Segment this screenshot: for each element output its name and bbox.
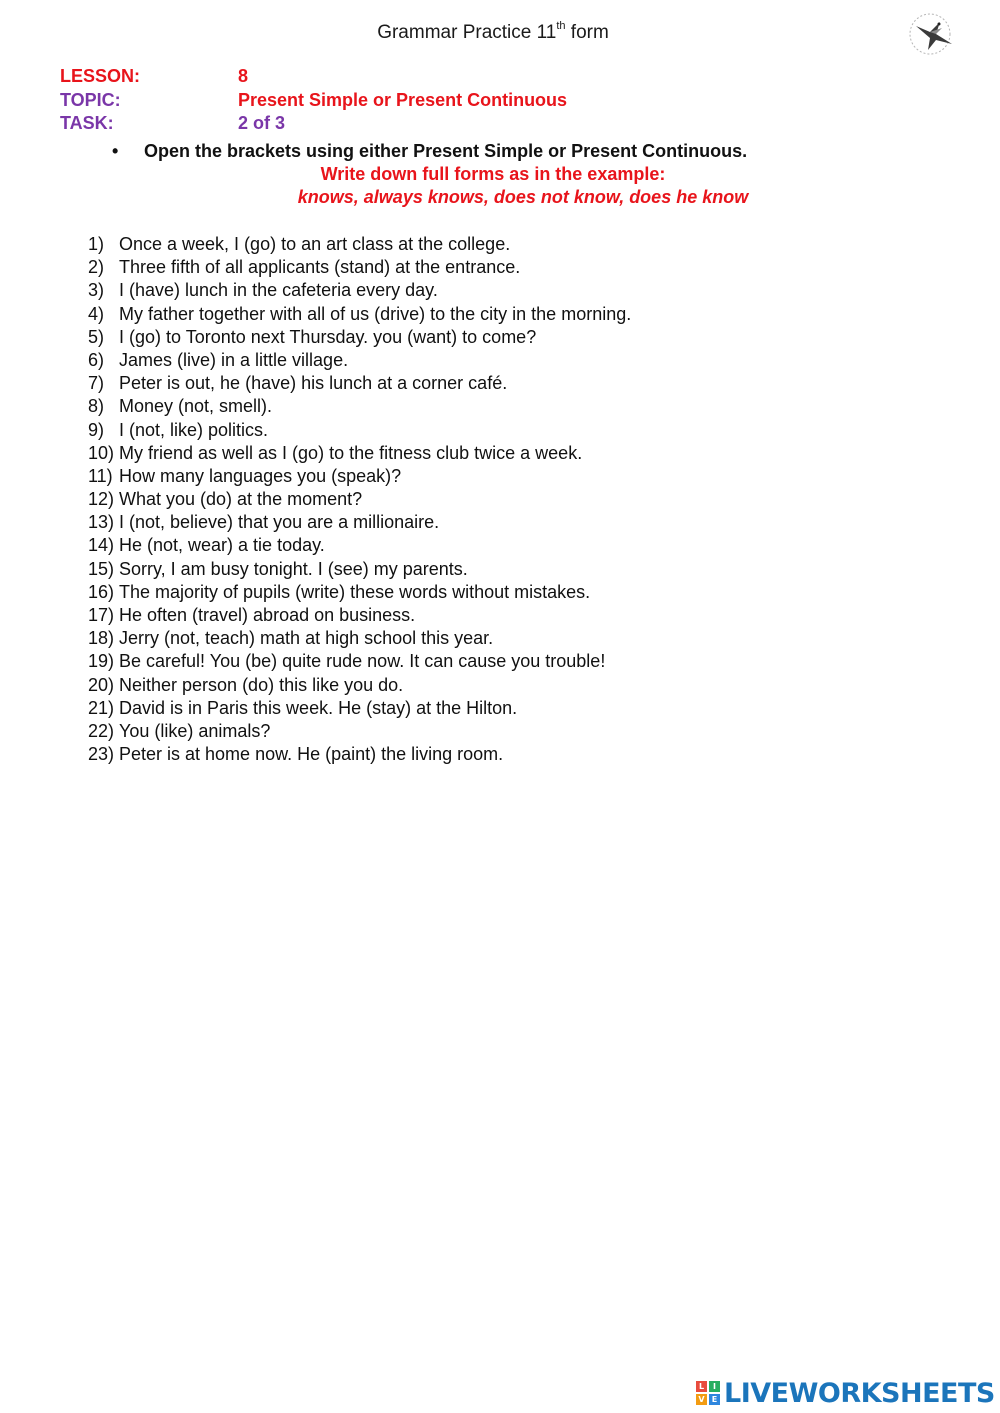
item-number: 19) [88,651,115,672]
logo-cube: L [696,1381,707,1392]
item-sentence: Money (not, smell). [119,396,273,417]
instruction-example-forms: knows, always knows, does not know, does he know [297,187,749,207]
exercise-item [88,604,631,627]
item-number: 4) [88,303,105,324]
exercise-item [88,372,631,395]
item-sentence: He often (travel) abroad on business. [119,605,416,625]
lesson-value: 8 [238,66,249,86]
logo-cube: V [696,1394,707,1405]
item-number: 10) [88,442,115,463]
exercise-item [88,326,631,349]
item-number: 12) [88,489,115,510]
exercise-item [88,349,631,372]
item-sentence: Neither person (do) this like you do. [119,674,404,695]
logo-cube: I [709,1381,720,1392]
item-sentence: He (not, wear) a tie today. [119,535,325,556]
task-value: 2 of 3 [238,113,286,133]
exercise-item [88,419,631,442]
instruction-example-heading: Write down full forms as in the example: [320,164,666,184]
item-sentence: James (live) in a little village. [119,349,349,370]
bird-emblem-icon [906,8,958,58]
item-sentence: You (like) animals? [119,720,271,741]
item-number: 15) [88,558,115,579]
exercise-item [88,488,631,511]
exercise-item [88,743,631,766]
item-sentence: How many languages you (speak)? [119,465,402,486]
bullet-glyph: • [112,141,119,161]
exercise-item [88,442,631,465]
exercise-item [88,303,631,326]
lesson-row [60,65,567,89]
exercise-item [88,581,631,604]
exercise-item [88,233,631,256]
item-number: 21) [88,697,115,718]
item-number: 2) [88,257,105,278]
item-sentence: Three fifth of all applicants (stand) at the entrance. [119,257,521,278]
logo-cube: E [709,1394,720,1405]
exercise-item [88,511,631,534]
exercise-item [88,697,631,720]
item-number: 8) [88,396,105,417]
exercise-item [88,674,631,697]
item-number: 7) [88,373,105,394]
lesson-label: LESSON: [60,66,141,86]
item-number: 23) [88,744,115,765]
item-number: 3) [88,280,105,301]
title-superscript: th [556,20,566,32]
topic-row [60,89,567,113]
item-sentence: What you (do) at the moment? [119,489,363,510]
exercise-item [88,720,631,743]
logo-wordmark: LIVEWORKSHEETS [724,1377,995,1409]
exercise-item [88,650,631,673]
item-sentence: I (go) to Toronto next Thursday. you (want) to come? [119,326,537,347]
item-number: 11) [88,465,113,486]
exercise-item [88,395,631,418]
item-number: 1) [88,234,105,254]
item-sentence: Be careful! You (be) quite rude now. It can cause you trouble! [119,651,606,672]
item-sentence: I (not, like) politics. [119,419,269,440]
item-number: 18) [88,628,115,649]
page-header-title [0,22,986,44]
exercise-item [88,256,631,279]
item-number: 5) [88,326,105,347]
title-text: Grammar Practice 11 [377,22,557,43]
exercise-item [88,558,631,581]
topic-label: TOPIC: [60,89,121,110]
item-number: 16) [88,581,115,602]
item-sentence: I (not, believe) that you are a millionaire. [119,512,440,533]
item-sentence: Jerry (not, teach) math at high school this year. [119,628,494,649]
topic-value: Present Simple or Present Continuous [238,89,568,110]
item-sentence: Once a week, I (go) to an art class at the college. [119,234,511,254]
exercise-item [88,465,631,488]
task-label: TASK: [60,113,114,133]
item-sentence: Peter is at home now. He (paint) the living room. [119,744,504,765]
instruction-text: Open the brackets using either Present Simple or Present Continuous. [144,141,748,161]
item-number: 17) [88,605,115,625]
item-sentence: Sorry, I am busy tonight. I (see) my parents. [119,558,468,579]
item-sentence: My father together with all of us (drive) to the city in the morning. [119,303,632,324]
item-number: 9) [88,419,105,440]
task-row [60,112,567,136]
item-number: 20) [88,674,115,695]
item-sentence: Peter is out, he (have) his lunch at a corner café. [119,373,508,394]
logo-cubes [696,1381,720,1405]
exercise-item [88,279,631,302]
exercise-list [88,233,631,766]
item-number: 22) [88,720,115,741]
item-sentence: David is in Paris this week. He (stay) at the Hilton. [119,697,518,718]
item-sentence: I (have) lunch in the cafeteria every day. [119,280,438,301]
title-suffix: form [565,22,609,43]
lesson-meta [60,65,567,136]
item-sentence: The majority of pupils (write) these words without mistakes. [119,581,591,602]
item-number: 14) [88,535,115,556]
liveworksheets-logo [696,1377,995,1409]
item-number: 6) [88,349,105,370]
exercise-item [88,534,631,557]
item-number: 13) [88,512,115,533]
exercise-item [88,627,631,650]
item-sentence: My friend as well as I (go) to the fitness club twice a week. [119,442,583,463]
